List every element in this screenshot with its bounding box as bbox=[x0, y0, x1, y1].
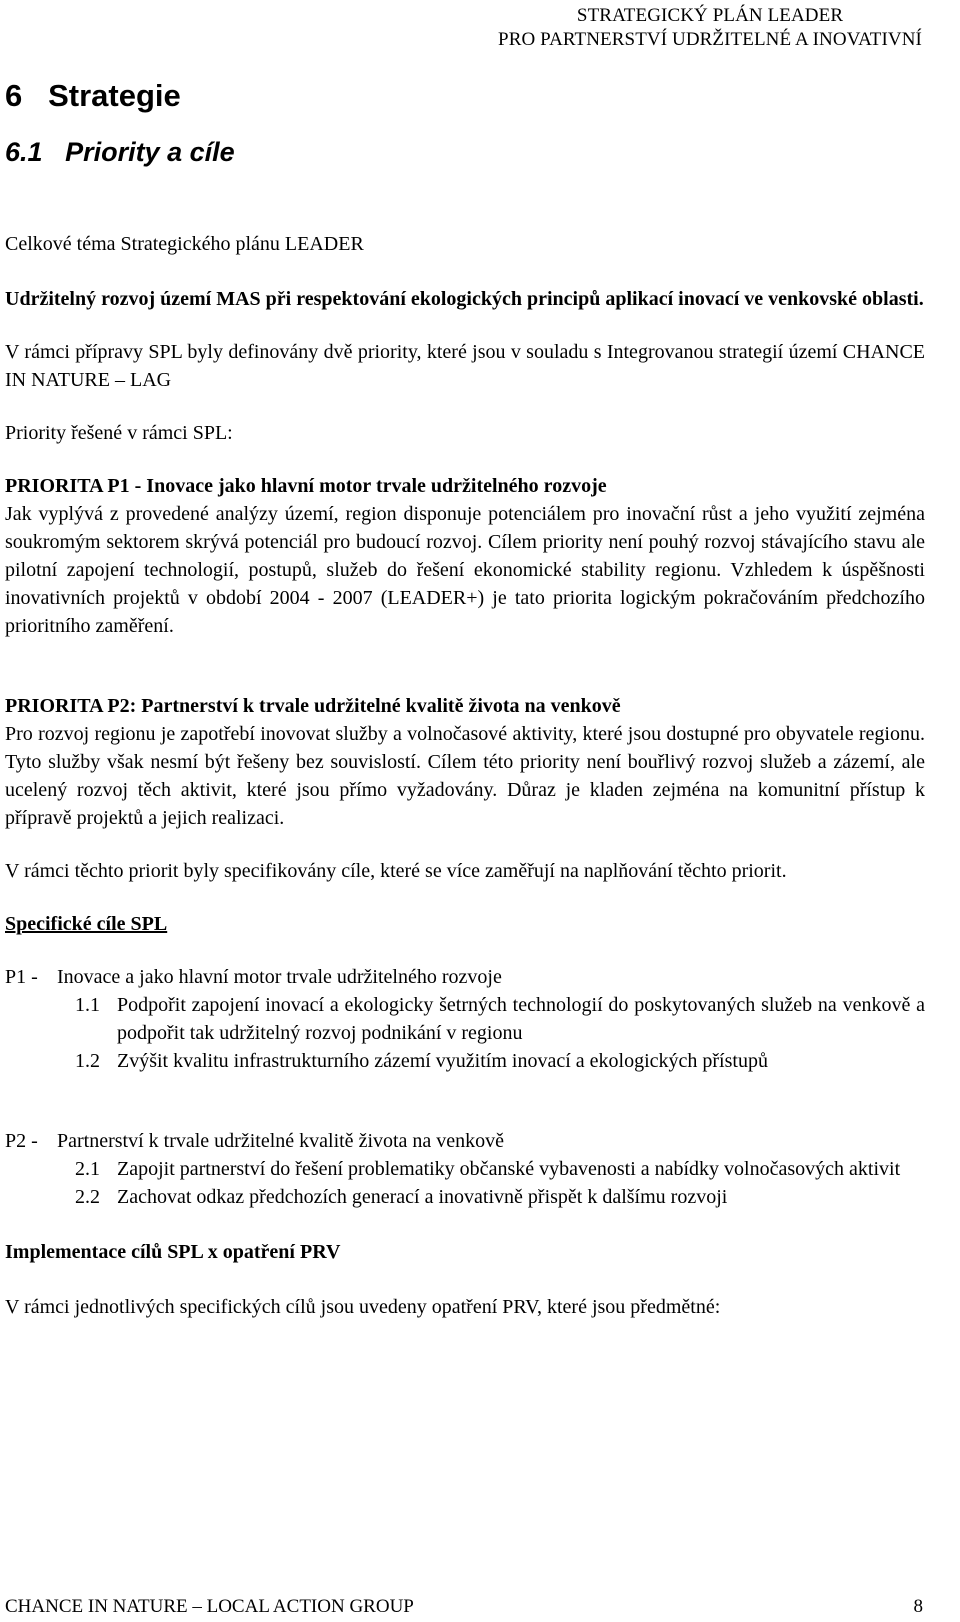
goal-item-text: Zachovat odkaz předchozích generací a inovativně přispět k dalšímu rozvoji bbox=[117, 1186, 728, 1208]
priorities-intro: V rámci přípravy SPL byly definovány dvě priority, které jsou v souladu s Integrovanou strategií území CHANCE IN NATURE – LAG bbox=[5, 341, 925, 391]
section-title: Priority a cíle bbox=[65, 137, 235, 167]
goal-item-text: Zapojit partnerství do řešení problematiky občanské vybavenosti a nabídky volnočasových aktivit bbox=[117, 1158, 901, 1180]
goal-item-number: 2.1 bbox=[75, 1158, 100, 1180]
goal-item bbox=[75, 1155, 925, 1183]
header-line-2: PRO PARTNERSTVÍ UDRŽITELNÉ A INOVATIVNÍ bbox=[498, 29, 922, 50]
running-header bbox=[498, 4, 922, 52]
page-number: 8 bbox=[913, 1596, 923, 1617]
implementation-text: V rámci jednotlivých specifických cílů jsou uvedeny opatření PRV, které jsou předmětné: bbox=[5, 1296, 721, 1318]
implementation-heading: Implementace cílů SPL x opatření PRV bbox=[5, 1241, 341, 1263]
specific-goals-heading: Specifické cíle SPL bbox=[5, 913, 168, 935]
page-footer bbox=[5, 1596, 923, 1618]
goal-item-number: 1.2 bbox=[75, 1050, 100, 1072]
goal-item bbox=[75, 991, 925, 1047]
priority-1-heading: PRIORITA P1 - Inovace jako hlavní motor trvale udržitelného rozvoje bbox=[5, 475, 607, 497]
priority-2-text: Pro rozvoj regionu je zapotřebí inovovat služby a volnočasové aktivity, které jsou dostupné pro obyvatele regionu. Tyto služby však nesmí být řešeny bez souvislostí. Cílem této priority není bouřlivý rozvoj služeb a zázemí, ale ucelený rozvoj těch aktivit, které jsou přímo vyžadovány. Důraz je kladen zejména na komunitní přístup k přípravě projektů a jejich realizaci. bbox=[5, 723, 925, 829]
goal-group-code: P2 - bbox=[5, 1130, 38, 1152]
footer-title: CHANCE IN NATURE – LOCAL ACTION GROUP bbox=[5, 1596, 414, 1617]
main-content bbox=[5, 74, 925, 1321]
section-heading bbox=[5, 132, 925, 172]
goal-group-code: P1 - bbox=[5, 966, 38, 988]
goal-item-number: 2.2 bbox=[75, 1186, 100, 1208]
goal-item bbox=[75, 1047, 925, 1075]
priority-2-heading: PRIORITA P2: Partnerství k trvale udržitelné kvalitě života na venkově bbox=[5, 695, 621, 717]
goal-group-heading bbox=[5, 1127, 925, 1155]
section-number: 6.1 bbox=[5, 137, 43, 167]
goal-group-heading bbox=[5, 963, 925, 991]
theme-statement: Udržitelný rozvoj území MAS při respektování ekologických principů aplikací inovací ve venkovské oblasti. bbox=[5, 288, 924, 310]
priorities-label: Priority řešené v rámci SPL: bbox=[5, 422, 233, 444]
goal-item bbox=[75, 1183, 925, 1211]
header-line-1: STRATEGICKÝ PLÁN LEADER bbox=[576, 5, 844, 26]
goal-group-p1 bbox=[5, 963, 925, 1075]
goal-group-title: Partnerství k trvale udržitelné kvalitě života na venkově bbox=[57, 1130, 505, 1152]
chapter-number: 6 bbox=[5, 78, 23, 113]
goal-group-p2 bbox=[5, 1127, 925, 1211]
goal-item-text: Zvýšit kvalitu infrastrukturního zázemí využitím inovací a ekologických přístupů bbox=[117, 1050, 768, 1072]
goal-item-number: 1.1 bbox=[75, 994, 100, 1016]
goal-group-title: Inovace a jako hlavní motor trvale udržitelného rozvoje bbox=[57, 966, 502, 988]
chapter-title: Strategie bbox=[48, 78, 181, 113]
priority-1-text: Jak vyplývá z provedené analýzy území, region disponuje potenciálem pro inovační růst a jeho využití zejména soukromým sektorem skrývá potenciál pro budoucí rozvoj. Cílem priority není pouhý rozvoj stávajícího stavu ale pilotní zapojení technologií, postupů, služeb do řešení ekonomické stability regionu. Vzhledem k úspěšnosti inovativních projektů v období 2004 - 2007 (LEADER+) je tato priorita logickým pokračováním předchozího prioritního zaměření. bbox=[5, 503, 925, 637]
chapter-heading bbox=[5, 74, 925, 118]
theme-intro: Celkové téma Strategického plánu LEADER bbox=[5, 233, 364, 255]
goal-item-text: Podpořit zapojení inovací a ekologicky šetrných technologií do poskytovaných služeb na venkově a podpořit tak udržitelný rozvoj podnikání v regionu bbox=[117, 994, 925, 1044]
goals-intro: V rámci těchto priorit byly specifikovány cíle, které se více zaměřují na naplňování těchto priorit. bbox=[5, 860, 787, 882]
